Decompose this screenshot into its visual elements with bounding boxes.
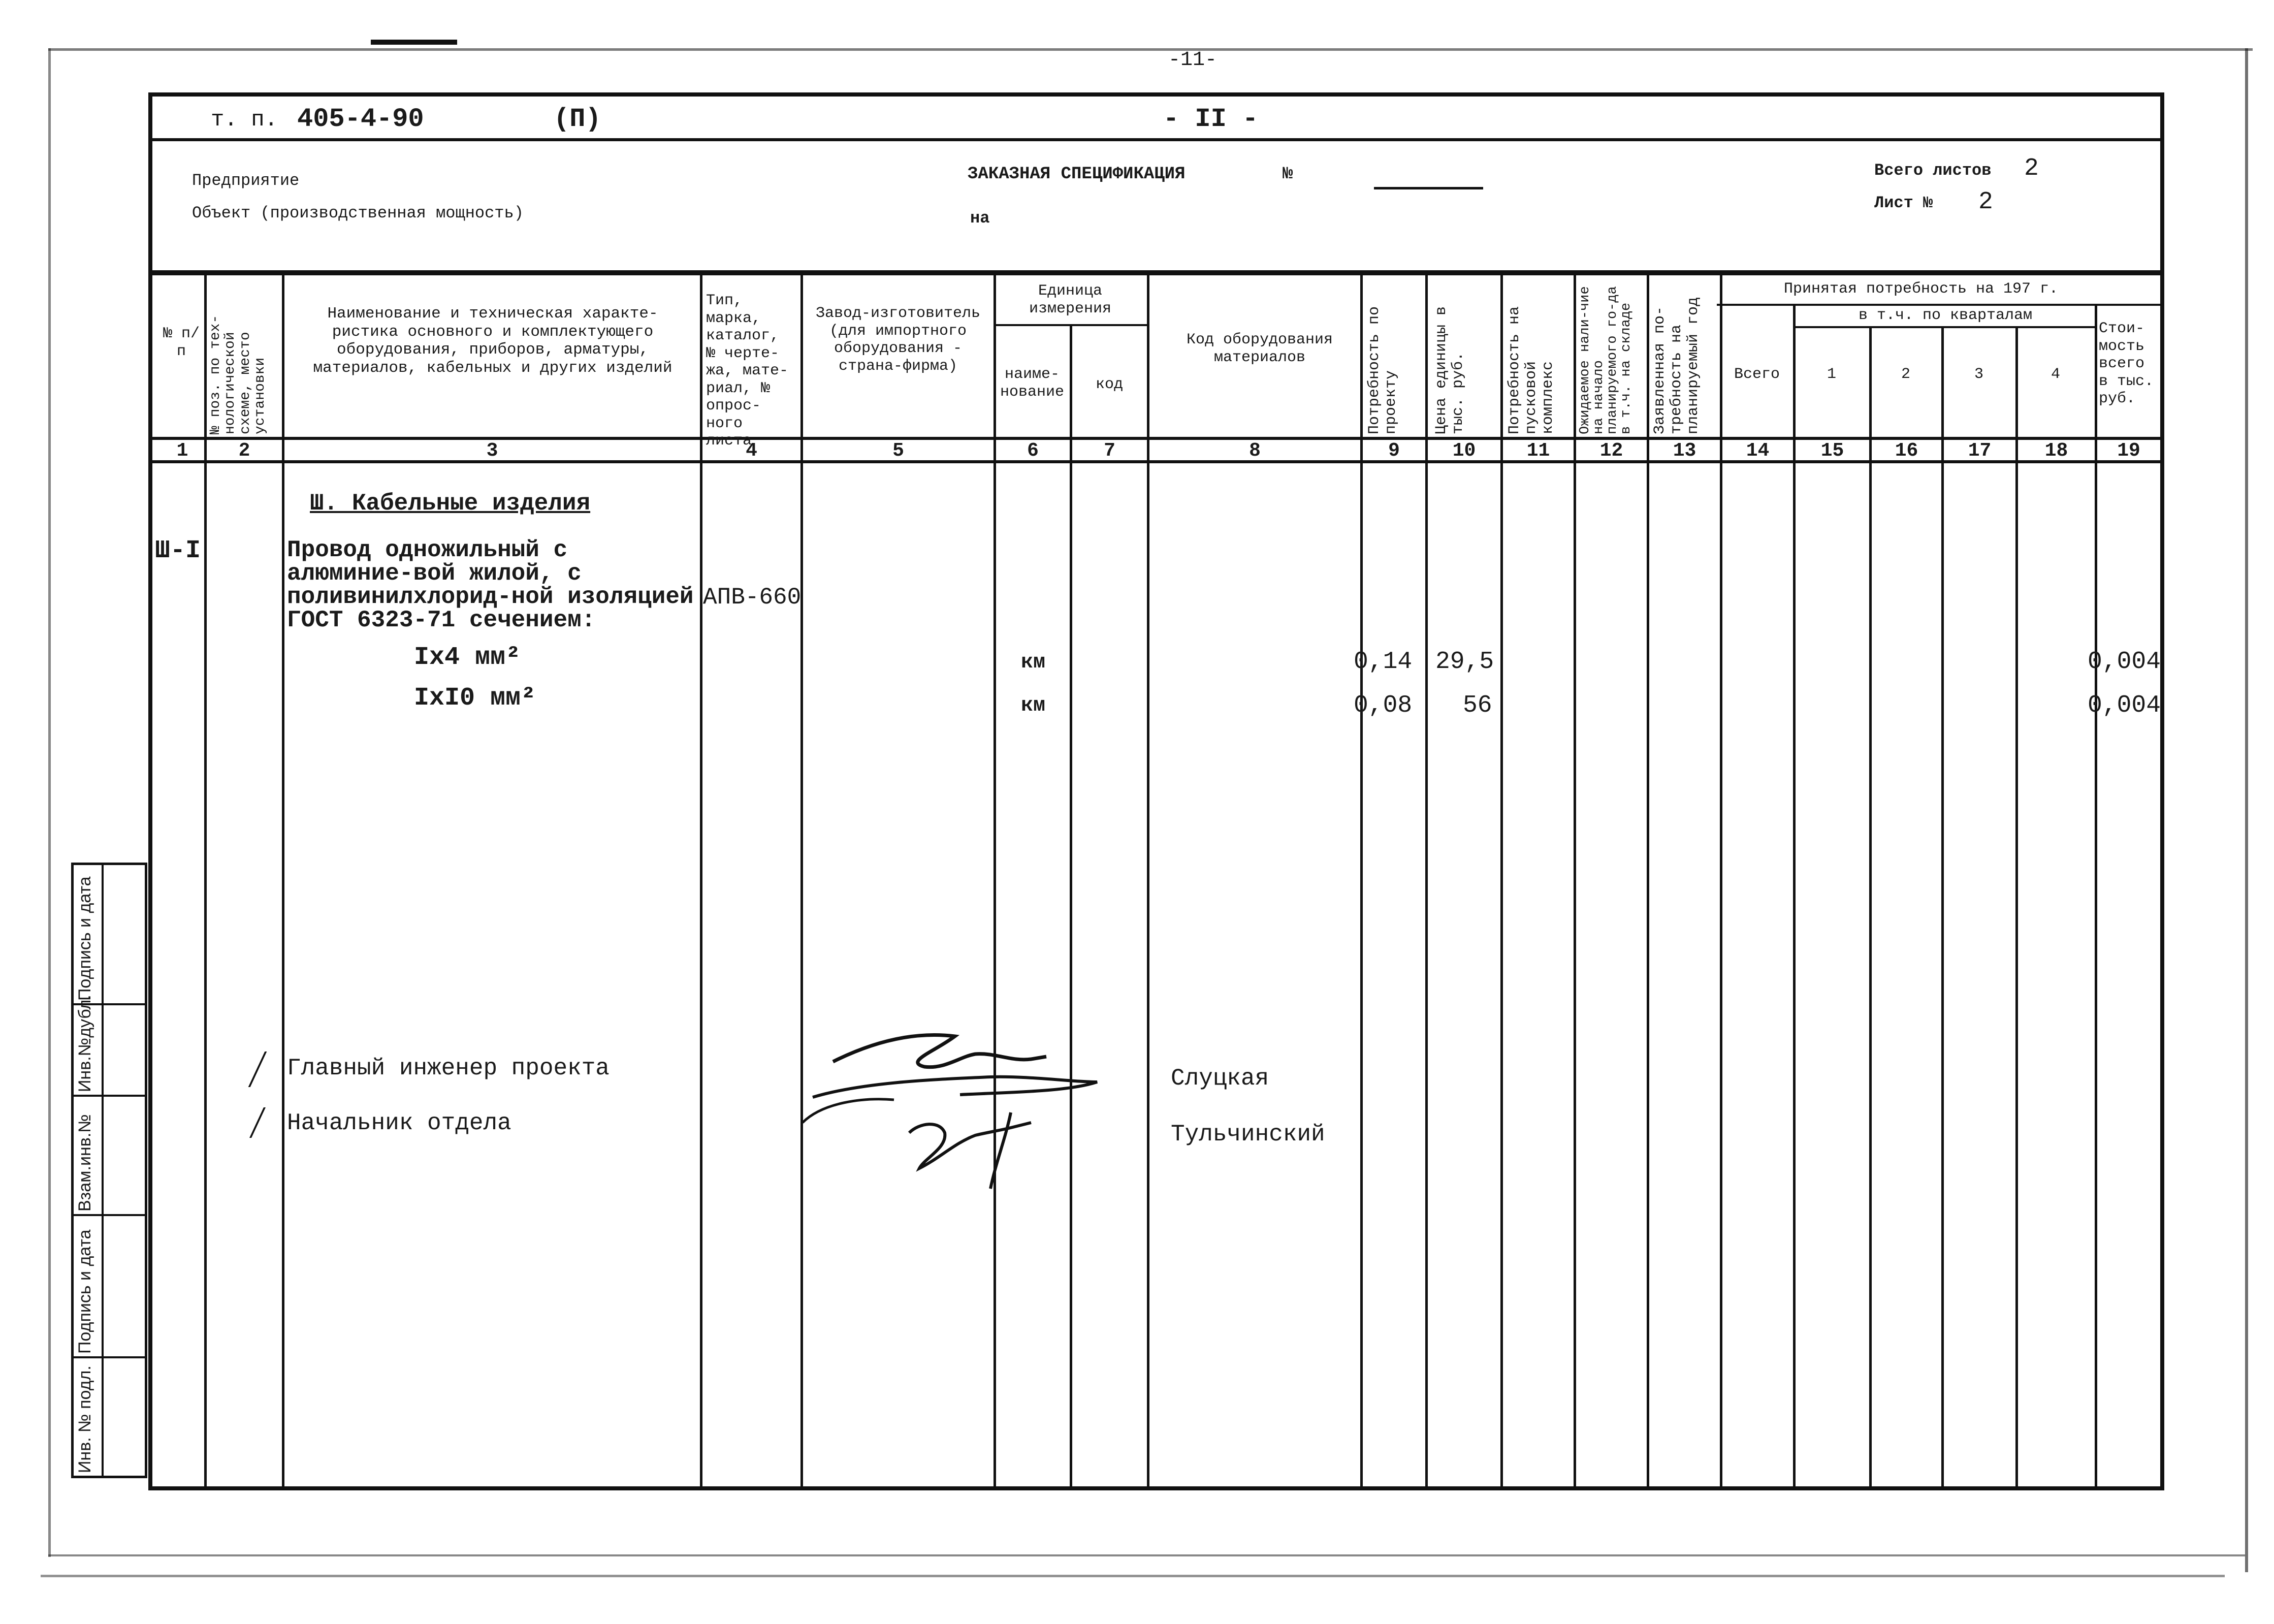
col-header-1: № п/п	[163, 325, 200, 360]
col-header-13: Заявленная по-требность на планируемый год	[1651, 297, 1702, 434]
tp-number: 405-4-90	[297, 104, 424, 134]
main-frame	[148, 92, 2164, 1490]
item-price: 29,5	[1435, 648, 1494, 676]
col-number: 12	[1599, 440, 1623, 462]
col-header-accepted-group: Принятая потребность на 197 г.	[1783, 280, 2059, 298]
col-number: 18	[2044, 440, 2068, 462]
object-label: Объект (производственная мощность)	[192, 204, 524, 222]
total-sheets-value: 2	[2024, 155, 2039, 182]
side-stamp-replaced-inv: Взам.инв.№	[75, 1114, 94, 1212]
side-stamp-dup-inv: Инв.№дубл.	[75, 995, 94, 1092]
col-header-4: Тип, марка, каталог, № черте-жа, мате-риал, № опрос-ного листа	[706, 292, 789, 450]
col-number: 4	[746, 440, 757, 462]
tp-volume: (П)	[554, 104, 601, 134]
side-stamp-signature-date: Подпись и дата	[75, 1229, 94, 1354]
col-number: 8	[1249, 440, 1261, 462]
col-header-q2: 2	[1901, 366, 1910, 383]
col-line-16	[1941, 326, 1944, 1489]
table-top-rule	[148, 270, 2164, 275]
side-stamp-rule	[71, 1095, 147, 1097]
dept-head-name: Тульчинский	[1171, 1121, 1325, 1148]
item-size: IхI0 мм²	[414, 684, 536, 713]
enterprise-label: Предприятие	[192, 171, 300, 190]
sheet-no-label: Лист №	[1874, 194, 1933, 212]
item-size: Iх4 мм²	[414, 643, 521, 672]
item-unit: км	[1021, 694, 1046, 717]
scan-edge-bottom2	[41, 1575, 2225, 1577]
col-header-unit-group: Единица измерения	[1029, 282, 1112, 317]
col-number: 19	[2117, 440, 2140, 462]
spec-title: ЗАКАЗНАЯ СПЕЦИФИКАЦИЯ	[968, 165, 1186, 184]
side-stamp-signature-date: Подпись и дата	[75, 876, 94, 1001]
col-number: 5	[892, 440, 904, 462]
col-number: 3	[486, 440, 498, 462]
side-stamp-rule	[71, 1214, 147, 1216]
col-header-q3: 3	[1974, 366, 1983, 383]
col-line-15	[1869, 326, 1872, 1489]
col-number: 11	[1526, 440, 1550, 462]
col-number: 2	[238, 440, 250, 462]
col-header-q4: 4	[2051, 366, 2060, 383]
col-number: 17	[1968, 440, 1992, 462]
section-title: Ш. Кабельные изделия	[310, 490, 591, 517]
page-title: - II -	[1163, 104, 1259, 134]
total-sheets-label: Всего листов	[1874, 161, 1992, 180]
scan-edge-bottom	[48, 1554, 2245, 1556]
type-mark: АПВ-660	[703, 584, 802, 611]
page-mark: -11-	[1168, 49, 1218, 72]
col-header-3: Наименование и техническая характе-ристика основного и комплектующего оборудования, приборов, арматуры, материалов, кабельных и других изделий	[313, 305, 672, 377]
col-header-12: Ожидаемое нали-чие на начало планируемого го-да в т.ч. на складе	[1578, 286, 1634, 434]
column-number-row	[148, 440, 2164, 460]
col-number: 9	[1388, 440, 1400, 462]
col-line-17	[2015, 326, 2018, 1489]
col-number: 6	[1027, 440, 1039, 462]
col-number: 1	[176, 440, 188, 462]
col-header-q1: 1	[1827, 366, 1836, 383]
side-stamp-rule	[71, 1356, 147, 1358]
item-price: 56	[1463, 692, 1492, 719]
col-header-10: Цена единицы в тыс. руб.	[1433, 306, 1467, 434]
col-header-6: наиме-нование	[1000, 366, 1065, 401]
item-unit: км	[1021, 651, 1046, 674]
col-header-14: Всего	[1734, 366, 1780, 383]
col-header-19: Стои-мость всего в тыс. руб.	[2099, 320, 2154, 407]
item-qty: 0,14	[1354, 648, 1413, 676]
col-line-14	[1793, 305, 1796, 1489]
scan-edge-mark	[371, 40, 457, 45]
col-header-11: Потребность на пусковой комплекс	[1506, 306, 1557, 434]
col-number: 14	[1746, 440, 1770, 462]
col-line-18	[2095, 304, 2097, 1489]
item-qty: 0,08	[1354, 692, 1413, 719]
col-header-9: Потребность по проекту	[1366, 306, 1400, 434]
sheet-no-value: 2	[1978, 188, 1993, 216]
col-header-8: Код оборудования материалов	[1186, 331, 1333, 366]
col-number: 15	[1820, 440, 1844, 462]
quarters-group-rule	[1793, 326, 2095, 328]
scan-edge-top	[48, 48, 2253, 51]
side-stamp-divider	[102, 863, 104, 1478]
col-number: 7	[1104, 440, 1115, 462]
spec-no-line	[1374, 187, 1483, 189]
scan-edge-right	[2245, 48, 2248, 1572]
chief-engineer-label: Главный инженер проекта	[287, 1055, 610, 1081]
col-number: 16	[1895, 440, 1918, 462]
col-header-2: № поз. по тех-нологической схеме, место установки	[208, 314, 269, 434]
dept-head-label: Начальник отдела	[287, 1110, 511, 1136]
col-header-5: Завод-изготовитель (для импортного оборудования - страна-фирма)	[815, 305, 981, 375]
spec-for-label: на	[970, 209, 990, 228]
col-line-6	[1070, 324, 1072, 1489]
item-description: Провод одножильный с алюминие-вой жилой, с поливинилхлорид-ной изоляцией ГОСТ 6323-71 сечением:	[287, 537, 694, 633]
header-rule	[148, 138, 2164, 141]
tp-label: т. п.	[211, 107, 278, 133]
col-header-7: код	[1095, 376, 1123, 393]
side-stamp-original-inv: Инв. № подл.	[75, 1365, 94, 1473]
item-cost: 0,004	[2088, 648, 2161, 676]
handwritten-signatures	[792, 1006, 1138, 1219]
col-number: 13	[1673, 440, 1696, 462]
item-cost: 0,004	[2088, 692, 2161, 719]
col-number: 10	[1452, 440, 1476, 462]
row-number: Ш-I	[155, 536, 201, 565]
col-header-quarters-group: в т.ч. по кварталам	[1858, 307, 2033, 324]
chief-engineer-name: Слуцкая	[1171, 1065, 1269, 1092]
scan-edge-left	[48, 48, 51, 1557]
spec-no-label: №	[1283, 165, 1293, 184]
